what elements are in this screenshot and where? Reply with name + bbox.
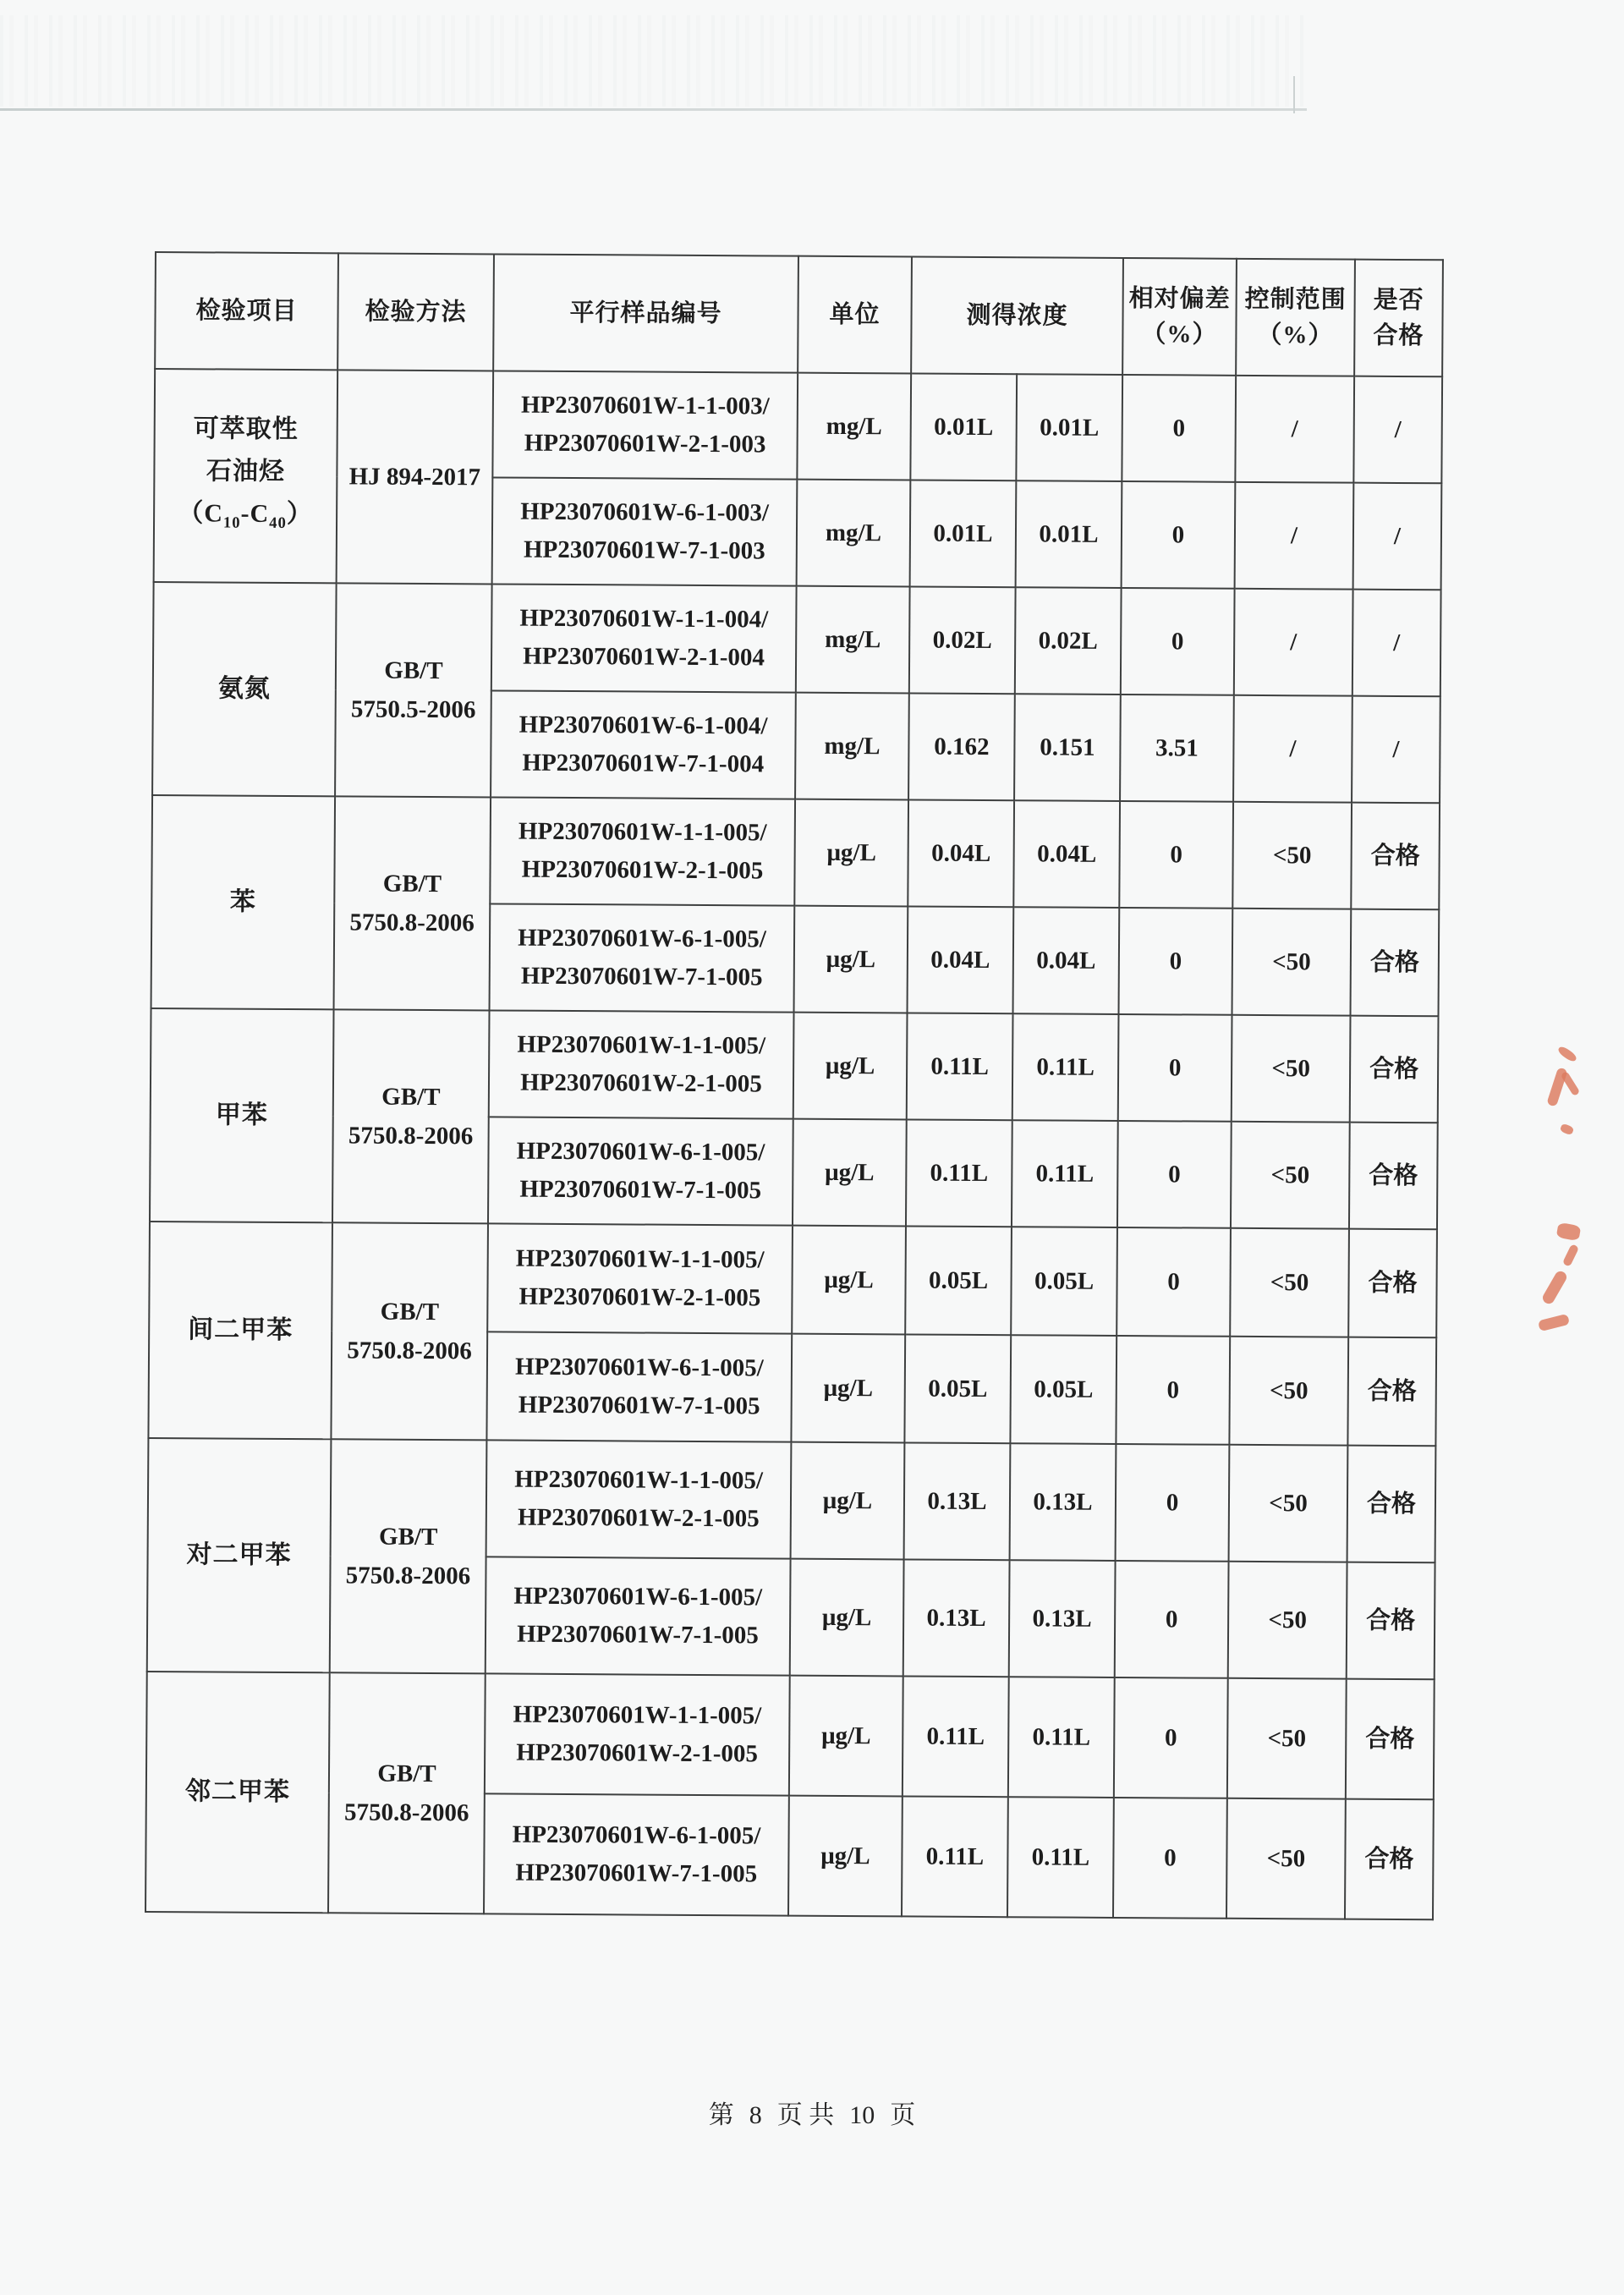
cell-concentration-1: 0.162 bbox=[908, 693, 1015, 800]
cell-control-range: <50 bbox=[1231, 1122, 1350, 1229]
cell-qualified: / bbox=[1352, 696, 1440, 804]
cell-concentration-2: 0.11L bbox=[1008, 1677, 1115, 1798]
cell-control-range: / bbox=[1233, 695, 1352, 803]
cell-test-method: HJ 894-2017 bbox=[337, 370, 494, 584]
cell-relative-deviation: 0 bbox=[1121, 588, 1235, 695]
cell-relative-deviation: 0 bbox=[1118, 1014, 1232, 1122]
cell-qualified: 合格 bbox=[1350, 1016, 1439, 1123]
cell-test-item: 苯 bbox=[151, 795, 336, 1009]
cell-test-method: GB/T 5750.8-2006 bbox=[330, 1439, 487, 1673]
cell-relative-deviation: 0 bbox=[1117, 1121, 1232, 1228]
stamp-residue-mark bbox=[1560, 1123, 1575, 1136]
cell-control-range: <50 bbox=[1232, 802, 1352, 909]
footer-infix: 页 共 bbox=[776, 2101, 835, 2129]
cell-sample-ids: HP23070601W-6-1-005/ HP23070601W-7-1-005 bbox=[486, 1331, 792, 1441]
cell-sample-ids: HP23070601W-6-1-005/ HP23070601W-7-1-005 bbox=[488, 1117, 793, 1225]
cell-unit: μg/L bbox=[792, 1226, 906, 1335]
cell-concentration-2: 0.05L bbox=[1010, 1335, 1116, 1444]
cell-unit: mg/L bbox=[797, 480, 911, 587]
header-line: 控制范围 bbox=[1244, 285, 1347, 314]
cell-concentration-1: 0.01L bbox=[910, 373, 1017, 480]
footer-prefix: 第 bbox=[708, 2101, 734, 2129]
cell-test-method: GB/T 5750.8-2006 bbox=[334, 796, 491, 1010]
cell-sample-ids: HP23070601W-1-1-005/ HP23070601W-2-1-005 bbox=[489, 1010, 794, 1118]
cell-qualified: 合格 bbox=[1349, 1123, 1438, 1230]
col-header-qualified bbox=[1354, 260, 1443, 377]
stamp-residue-mark bbox=[1562, 1244, 1579, 1267]
cell-relative-deviation: 0 bbox=[1116, 1227, 1231, 1337]
cell-control-range: <50 bbox=[1226, 1798, 1346, 1919]
cell-sample-ids: HP23070601W-6-1-005/ HP23070601W-7-1-005 bbox=[486, 1557, 791, 1675]
cell-test-item: 邻二甲苯 bbox=[145, 1672, 330, 1913]
cell-concentration-1: 0.04L bbox=[908, 906, 1014, 1013]
cell-qualified: 合格 bbox=[1347, 1562, 1435, 1680]
cell-concentration-2: 0.11L bbox=[1007, 1797, 1114, 1918]
cell-control-range: <50 bbox=[1232, 909, 1352, 1016]
cell-concentration-1: 0.11L bbox=[902, 1796, 1008, 1917]
col-header-relative-deviation bbox=[1122, 258, 1237, 376]
cell-test-method: GB/T 5750.5-2006 bbox=[335, 583, 492, 797]
cell-control-range: <50 bbox=[1227, 1678, 1347, 1799]
cell-concentration-2: 0.13L bbox=[1010, 1443, 1116, 1561]
cell-control-range: / bbox=[1235, 376, 1354, 483]
cell-control-range: <50 bbox=[1229, 1445, 1348, 1562]
header-line: 相对偏差 bbox=[1128, 285, 1231, 313]
cell-relative-deviation: 0 bbox=[1114, 1677, 1228, 1798]
cell-control-range: <50 bbox=[1232, 1015, 1351, 1123]
cell-test-item: 氨氮 bbox=[152, 582, 337, 796]
cell-concentration-2: 0.02L bbox=[1015, 587, 1122, 695]
cell-relative-deviation: 0 bbox=[1119, 908, 1233, 1015]
cell-concentration-2: 0.01L bbox=[1016, 374, 1122, 481]
cell-qualified: / bbox=[1352, 590, 1441, 697]
cell-concentration-1: 0.11L bbox=[907, 1013, 1013, 1120]
cell-concentration-1: 0.01L bbox=[910, 480, 1017, 587]
qc-table bbox=[145, 251, 1444, 1920]
cell-concentration-1: 0.05L bbox=[904, 1334, 1011, 1443]
cell-relative-deviation: 0 bbox=[1122, 481, 1236, 589]
cell-relative-deviation: 3.51 bbox=[1120, 695, 1234, 802]
cell-concentration-2: 0.05L bbox=[1011, 1227, 1117, 1336]
cell-unit: μg/L bbox=[793, 1119, 907, 1227]
cell-relative-deviation: 0 bbox=[1119, 801, 1233, 909]
cell-control-range: <50 bbox=[1229, 1337, 1348, 1446]
cell-unit: μg/L bbox=[791, 1442, 905, 1560]
cell-qualified: 合格 bbox=[1347, 1337, 1436, 1447]
scan-artifact-tick bbox=[1293, 76, 1295, 113]
scan-artifact-line bbox=[0, 108, 1307, 111]
cell-unit: μg/L bbox=[788, 1796, 903, 1917]
cell-control-range: / bbox=[1235, 482, 1354, 590]
cell-test-item: 对二甲苯 bbox=[147, 1438, 332, 1672]
header-line: 是否 bbox=[1373, 286, 1424, 315]
cell-concentration-1: 0.04L bbox=[908, 799, 1014, 907]
cell-qualified: 合格 bbox=[1351, 803, 1440, 910]
cell-unit: mg/L bbox=[797, 373, 911, 480]
cell-test-method: GB/T 5750.8-2006 bbox=[331, 1222, 488, 1440]
cell-sample-ids: HP23070601W-1-1-005/ HP23070601W-2-1-005 bbox=[485, 1673, 790, 1795]
cell-sample-ids: HP23070601W-1-1-005/ HP23070601W-2-1-005 bbox=[487, 1223, 793, 1333]
footer-page-number: 8 bbox=[749, 2101, 762, 2129]
cell-sample-ids: HP23070601W-6-1-005/ HP23070601W-7-1-005 bbox=[484, 1793, 789, 1915]
cell-unit: μg/L bbox=[789, 1676, 903, 1797]
table-row bbox=[148, 1438, 1436, 1562]
footer-suffix: 页 bbox=[890, 2101, 916, 2129]
stamp-residue-mark bbox=[1556, 1222, 1582, 1241]
cell-sample-ids: HP23070601W-1-1-004/ HP23070601W-2-1-004 bbox=[491, 584, 797, 692]
cell-relative-deviation: 0 bbox=[1122, 375, 1236, 482]
cell-sample-ids: HP23070601W-1-1-005/ HP23070601W-2-1-005 bbox=[490, 797, 795, 905]
cell-qualified: 合格 bbox=[1346, 1679, 1435, 1800]
cell-unit: μg/L bbox=[791, 1334, 905, 1443]
col-header-unit: 单位 bbox=[798, 256, 912, 374]
col-header-measured-concentration: 测得浓度 bbox=[911, 256, 1123, 375]
table-row bbox=[149, 1222, 1437, 1337]
cell-concentration-2: 0.13L bbox=[1009, 1560, 1116, 1677]
header-row bbox=[155, 252, 1443, 376]
col-header-control-range bbox=[1236, 259, 1355, 376]
cell-unit: μg/L bbox=[790, 1559, 904, 1677]
cell-concentration-2: 0.04L bbox=[1013, 907, 1120, 1014]
cell-concentration-1: 0.11L bbox=[906, 1119, 1012, 1227]
cell-concentration-1: 0.13L bbox=[903, 1559, 1010, 1677]
cell-unit: μg/L bbox=[794, 906, 908, 1013]
table-row bbox=[153, 582, 1441, 696]
cell-concentration-1: 0.13L bbox=[904, 1442, 1011, 1560]
cell-concentration-2: 0.11L bbox=[1012, 1120, 1118, 1227]
cell-concentration-1: 0.02L bbox=[909, 586, 1016, 694]
col-header-test-method: 检验方法 bbox=[337, 253, 494, 371]
cell-concentration-2: 0.11L bbox=[1012, 1013, 1119, 1121]
cell-concentration-2: 0.151 bbox=[1014, 694, 1121, 801]
col-header-sample-id: 平行样品编号 bbox=[493, 254, 798, 372]
cell-unit: μg/L bbox=[794, 799, 908, 907]
stamp-residue-mark bbox=[1556, 1045, 1577, 1063]
cell-concentration-1: 0.11L bbox=[903, 1676, 1009, 1797]
cell-concentration-1: 0.05L bbox=[905, 1226, 1012, 1335]
stamp-residue-mark bbox=[1538, 1314, 1570, 1331]
cell-sample-ids: HP23070601W-6-1-005/ HP23070601W-7-1-005 bbox=[490, 903, 795, 1012]
scan-artifact-band bbox=[0, 15, 1309, 107]
header-line: 合格 bbox=[1373, 321, 1424, 350]
table-row bbox=[151, 1008, 1439, 1123]
cell-relative-deviation: 0 bbox=[1113, 1798, 1227, 1919]
cell-test-method: GB/T 5750.8-2006 bbox=[328, 1672, 486, 1913]
cell-unit: μg/L bbox=[793, 1013, 908, 1120]
cell-test-item: 可萃取性 石油烃 $(C_{10}-C_{40})$ bbox=[154, 369, 338, 583]
cell-control-range: / bbox=[1234, 589, 1353, 696]
header-line: （%） bbox=[1257, 321, 1334, 349]
cell-control-range: <50 bbox=[1230, 1228, 1349, 1337]
cell-qualified: / bbox=[1353, 376, 1442, 484]
cell-qualified: / bbox=[1353, 483, 1442, 590]
cell-unit: mg/L bbox=[796, 586, 910, 694]
cell-test-method: GB/T 5750.8-2006 bbox=[332, 1009, 490, 1223]
cell-qualified: 合格 bbox=[1348, 1229, 1437, 1338]
page-footer bbox=[0, 2094, 1624, 2131]
cell-test-item: 间二甲苯 bbox=[148, 1222, 332, 1439]
cell-qualified: 合格 bbox=[1347, 1446, 1436, 1563]
cell-concentration-2: 0.04L bbox=[1013, 800, 1120, 908]
table-row bbox=[154, 369, 1442, 483]
cell-qualified: 合格 bbox=[1345, 1799, 1434, 1920]
cell-test-item: 甲苯 bbox=[150, 1008, 334, 1222]
col-header-test-item: 检验项目 bbox=[155, 252, 338, 370]
cell-sample-ids: HP23070601W-1-1-005/ HP23070601W-2-1-005 bbox=[486, 1440, 792, 1558]
cell-relative-deviation: 0 bbox=[1116, 1444, 1230, 1562]
table-row bbox=[151, 795, 1440, 909]
stamp-residue-mark bbox=[1540, 1269, 1568, 1305]
cell-relative-deviation: 0 bbox=[1116, 1336, 1230, 1445]
cell-relative-deviation: 0 bbox=[1115, 1561, 1229, 1678]
footer-total-pages: 10 bbox=[849, 2101, 875, 2129]
qc-parallel-sample-table bbox=[145, 251, 1444, 1920]
cell-control-range: <50 bbox=[1228, 1562, 1347, 1679]
cell-concentration-2: 0.01L bbox=[1016, 480, 1122, 588]
cell-sample-ids: HP23070601W-6-1-003/ HP23070601W-7-1-003 bbox=[492, 477, 798, 585]
cell-unit: mg/L bbox=[795, 693, 909, 800]
header-line: （%） bbox=[1141, 321, 1218, 349]
cell-qualified: 合格 bbox=[1351, 909, 1440, 1017]
table-row bbox=[146, 1672, 1435, 1799]
cell-sample-ids: HP23070601W-6-1-004/ HP23070601W-7-1-004 bbox=[491, 690, 796, 799]
cell-sample-ids: HP23070601W-1-1-003/ HP23070601W-2-1-003 bbox=[492, 371, 798, 479]
